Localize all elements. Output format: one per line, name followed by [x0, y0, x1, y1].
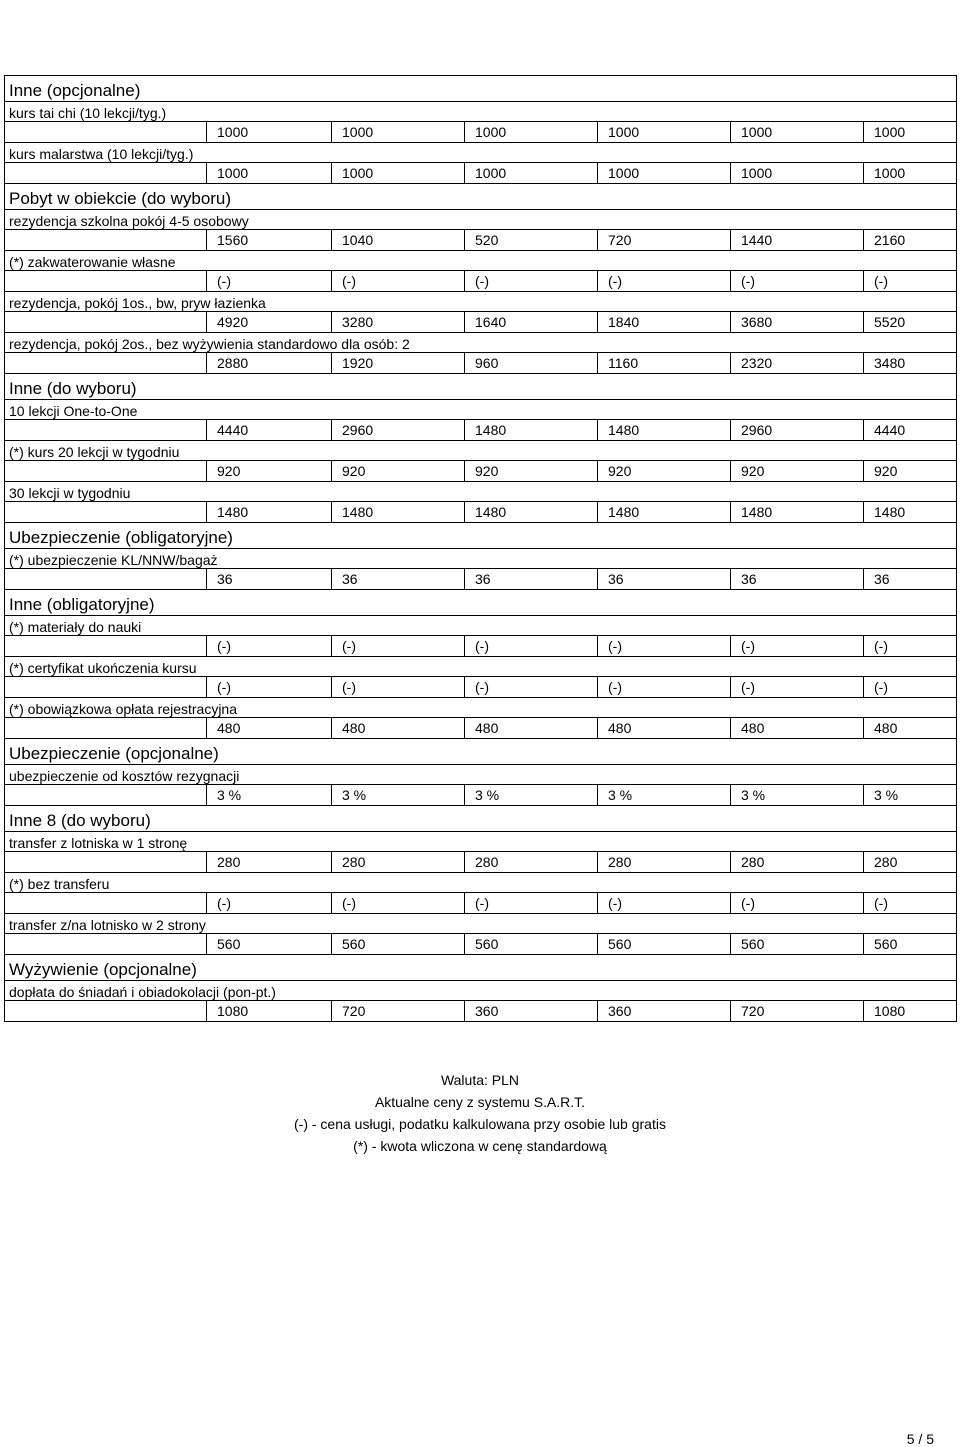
item-values-row [5, 718, 957, 739]
item-label-row [5, 914, 957, 934]
price-cell: 720 [598, 230, 731, 251]
item-label-row [5, 832, 957, 852]
item-label-row [5, 765, 957, 785]
section-title: Ubezpieczenie (obligatoryjne) [5, 523, 957, 549]
price-cell: 1640 [465, 312, 598, 333]
price-cell: 3 % [864, 785, 957, 806]
price-cell: 2880 [207, 353, 332, 374]
item-label: 30 lekcji w tygodniu [5, 482, 957, 502]
price-cell: 5520 [864, 312, 957, 333]
price-cell: 560 [207, 934, 332, 955]
price-cell: 1000 [598, 122, 731, 143]
price-cell: 920 [864, 461, 957, 482]
section-header [5, 184, 957, 210]
spacer-cell [5, 569, 207, 590]
item-label-row [5, 616, 957, 636]
price-cell: 4440 [864, 420, 957, 441]
price-cell: 1000 [598, 163, 731, 184]
price-cell: 36 [731, 569, 864, 590]
price-cell: 280 [598, 852, 731, 873]
price-cell: 36 [598, 569, 731, 590]
price-cell: 1480 [731, 502, 864, 523]
price-cell: 2960 [731, 420, 864, 441]
price-cell: 3 % [731, 785, 864, 806]
price-cell: 280 [332, 852, 465, 873]
price-cell: 36 [207, 569, 332, 590]
price-cell: (-) [332, 271, 465, 292]
price-cell: (-) [864, 271, 957, 292]
item-values-row [5, 677, 957, 698]
item-label-row [5, 441, 957, 461]
price-cell: (-) [598, 677, 731, 698]
spacer-cell [5, 934, 207, 955]
section-title: Wyżywienie (opcjonalne) [5, 955, 957, 981]
price-cell: (-) [465, 677, 598, 698]
price-cell: 1160 [598, 353, 731, 374]
price-cell: 3 % [207, 785, 332, 806]
item-label: (*) zakwaterowanie własne [5, 251, 957, 271]
item-values-row [5, 569, 957, 590]
price-cell: 1000 [731, 122, 864, 143]
price-cell: (-) [465, 893, 598, 914]
price-cell: 2160 [864, 230, 957, 251]
item-label: (*) obowiązkowa opłata rejestracyjna [5, 698, 957, 718]
price-cell: 2960 [332, 420, 465, 441]
spacer-cell [5, 785, 207, 806]
price-cell: (-) [864, 893, 957, 914]
section-header [5, 955, 957, 981]
item-label: (*) certyfikat ukończenia kursu [5, 657, 957, 677]
item-label: dopłata do śniadań i obiadokolacji (pon-pt.) [5, 981, 957, 1001]
price-cell: 1480 [207, 502, 332, 523]
item-label: (*) materiały do nauki [5, 616, 957, 636]
item-label-row [5, 251, 957, 271]
price-cell: 3 % [332, 785, 465, 806]
price-cell: 480 [864, 718, 957, 739]
price-cell: 480 [598, 718, 731, 739]
price-cell: 1480 [332, 502, 465, 523]
spacer-cell [5, 312, 207, 333]
price-cell: (-) [207, 677, 332, 698]
price-cell: (-) [731, 636, 864, 657]
price-cell: 1040 [332, 230, 465, 251]
price-cell: (-) [731, 271, 864, 292]
spacer-cell [5, 893, 207, 914]
price-cell: 560 [465, 934, 598, 955]
price-cell: 1000 [864, 163, 957, 184]
item-label-row [5, 102, 957, 122]
price-cell: 920 [207, 461, 332, 482]
item-label: (*) kurs 20 lekcji w tygodniu [5, 441, 957, 461]
item-label: (*) ubezpieczenie KL/NNW/bagaż [5, 549, 957, 569]
price-cell: 1480 [598, 502, 731, 523]
item-label: ubezpieczenie od kosztów rezygnacji [5, 765, 957, 785]
spacer-cell [5, 677, 207, 698]
price-cell: (-) [731, 893, 864, 914]
spacer-cell [5, 1001, 207, 1022]
spacer-cell [5, 461, 207, 482]
item-values-row [5, 893, 957, 914]
item-label: rezydencja szkolna pokój 4-5 osobowy [5, 210, 957, 230]
item-label: rezydencja, pokój 1os., bw, pryw łazienka [5, 292, 957, 312]
price-cell: 1000 [465, 122, 598, 143]
item-values-row [5, 502, 957, 523]
price-cell: (-) [598, 636, 731, 657]
price-cell: 1480 [864, 502, 957, 523]
price-cell: 3680 [731, 312, 864, 333]
price-cell: (-) [864, 636, 957, 657]
price-cell: 3480 [864, 353, 957, 374]
price-cell: 36 [465, 569, 598, 590]
item-label-row [5, 981, 957, 1001]
spacer-cell [5, 420, 207, 441]
price-cell: 3 % [465, 785, 598, 806]
section-title: Inne (opcjonalne) [5, 76, 957, 102]
item-values-row [5, 353, 957, 374]
item-values-row [5, 852, 957, 873]
item-values-row [5, 230, 957, 251]
price-cell: 1480 [465, 420, 598, 441]
item-values-row [5, 312, 957, 333]
item-label-row [5, 873, 957, 893]
legend-star-note: (*) - kwota wliczona w cenę standardową [353, 1138, 607, 1154]
price-cell: (-) [207, 893, 332, 914]
price-cell: (-) [332, 893, 465, 914]
item-label: 10 lekcji One-to-One [5, 400, 957, 420]
price-cell: 560 [332, 934, 465, 955]
price-cell: 1000 [465, 163, 598, 184]
spacer-cell [5, 271, 207, 292]
price-cell: (-) [598, 893, 731, 914]
price-cell: 280 [207, 852, 332, 873]
price-cell: 1920 [332, 353, 465, 374]
price-cell: 280 [465, 852, 598, 873]
price-cell: (-) [598, 271, 731, 292]
price-cell: 1000 [731, 163, 864, 184]
price-cell: 920 [332, 461, 465, 482]
spacer-cell [5, 122, 207, 143]
item-label: (*) bez transferu [5, 873, 957, 893]
price-cell: 480 [731, 718, 864, 739]
price-cell: (-) [332, 636, 465, 657]
item-values-row [5, 420, 957, 441]
section-header [5, 523, 957, 549]
spacer-cell [5, 502, 207, 523]
price-cell: 720 [731, 1001, 864, 1022]
price-cell: 3 % [598, 785, 731, 806]
price-cell: 36 [332, 569, 465, 590]
legend-dash-note: (-) - cena usługi, podatku kalkulowana przy osobie lub gratis [294, 1116, 666, 1132]
price-cell: 920 [598, 461, 731, 482]
price-cell: 920 [731, 461, 864, 482]
item-values-row [5, 785, 957, 806]
price-cell: (-) [207, 271, 332, 292]
item-values-row [5, 271, 957, 292]
price-cell: 1560 [207, 230, 332, 251]
section-header [5, 739, 957, 765]
item-label-row [5, 400, 957, 420]
item-label-row [5, 333, 957, 353]
spacer-cell [5, 852, 207, 873]
price-cell: 360 [465, 1001, 598, 1022]
item-values-row [5, 636, 957, 657]
price-cell: 920 [465, 461, 598, 482]
price-cell: 280 [731, 852, 864, 873]
price-cell: 1000 [332, 122, 465, 143]
item-label: transfer z lotniska w 1 stronę [5, 832, 957, 852]
section-title: Inne (do wyboru) [5, 374, 957, 400]
price-cell: 960 [465, 353, 598, 374]
section-header [5, 374, 957, 400]
price-table [4, 75, 957, 1022]
footnotes [0, 1069, 960, 1157]
price-cell: 280 [864, 852, 957, 873]
price-cell: 360 [598, 1001, 731, 1022]
price-cell: 560 [598, 934, 731, 955]
spacer-cell [5, 230, 207, 251]
price-cell: 4440 [207, 420, 332, 441]
price-cell: 480 [332, 718, 465, 739]
item-values-row [5, 1001, 957, 1022]
section-title: Inne 8 (do wyboru) [5, 806, 957, 832]
spacer-cell [5, 163, 207, 184]
item-label: kurs tai chi (10 lekcji/tyg.) [5, 102, 957, 122]
section-title: Ubezpieczenie (opcjonalne) [5, 739, 957, 765]
section-title: Pobyt w obiekcie (do wyboru) [5, 184, 957, 210]
price-cell: (-) [465, 636, 598, 657]
price-cell: 1480 [465, 502, 598, 523]
price-cell: 36 [864, 569, 957, 590]
item-label: rezydencja, pokój 2os., bez wyżywienia standardowo dla osób: 2 [5, 333, 957, 353]
item-values-row [5, 461, 957, 482]
item-label-row [5, 143, 957, 163]
currency-note: Waluta: PLN [440, 1072, 520, 1088]
section-header [5, 76, 957, 102]
price-cell: 4920 [207, 312, 332, 333]
item-label-row [5, 292, 957, 312]
price-cell: 1000 [207, 122, 332, 143]
item-label-row [5, 482, 957, 502]
price-cell: 560 [864, 934, 957, 955]
spacer-cell [5, 636, 207, 657]
item-label-row [5, 549, 957, 569]
item-label-row [5, 657, 957, 677]
price-cell: 1440 [731, 230, 864, 251]
spacer-cell [5, 718, 207, 739]
item-label-row [5, 210, 957, 230]
price-cell: (-) [465, 271, 598, 292]
price-cell: 1000 [207, 163, 332, 184]
price-cell: (-) [731, 677, 864, 698]
price-cell: 1000 [332, 163, 465, 184]
item-values-row [5, 163, 957, 184]
item-values-row [5, 934, 957, 955]
spacer-cell [5, 353, 207, 374]
price-cell: 1000 [864, 122, 957, 143]
item-label: transfer z/na lotnisko w 2 strony [5, 914, 957, 934]
price-cell: 480 [207, 718, 332, 739]
price-cell: 1840 [598, 312, 731, 333]
price-cell: 1480 [598, 420, 731, 441]
item-label: kurs malarstwa (10 lekcji/tyg.) [5, 143, 957, 163]
price-cell: (-) [207, 636, 332, 657]
price-cell: 1080 [207, 1001, 332, 1022]
price-cell: 2320 [731, 353, 864, 374]
price-cell: 560 [731, 934, 864, 955]
page-number: 5 / 5 [906, 1431, 934, 1447]
price-cell: 520 [465, 230, 598, 251]
price-cell: 3280 [332, 312, 465, 333]
section-title: Inne (obligatoryjne) [5, 590, 957, 616]
price-cell: (-) [864, 677, 957, 698]
section-header [5, 590, 957, 616]
price-cell: 480 [465, 718, 598, 739]
price-cell: (-) [332, 677, 465, 698]
source-note: Aktualne ceny z systemu S.A.R.T. [374, 1094, 586, 1110]
price-cell: 1080 [864, 1001, 957, 1022]
section-header [5, 806, 957, 832]
item-values-row [5, 122, 957, 143]
item-label-row [5, 698, 957, 718]
price-cell: 720 [332, 1001, 465, 1022]
